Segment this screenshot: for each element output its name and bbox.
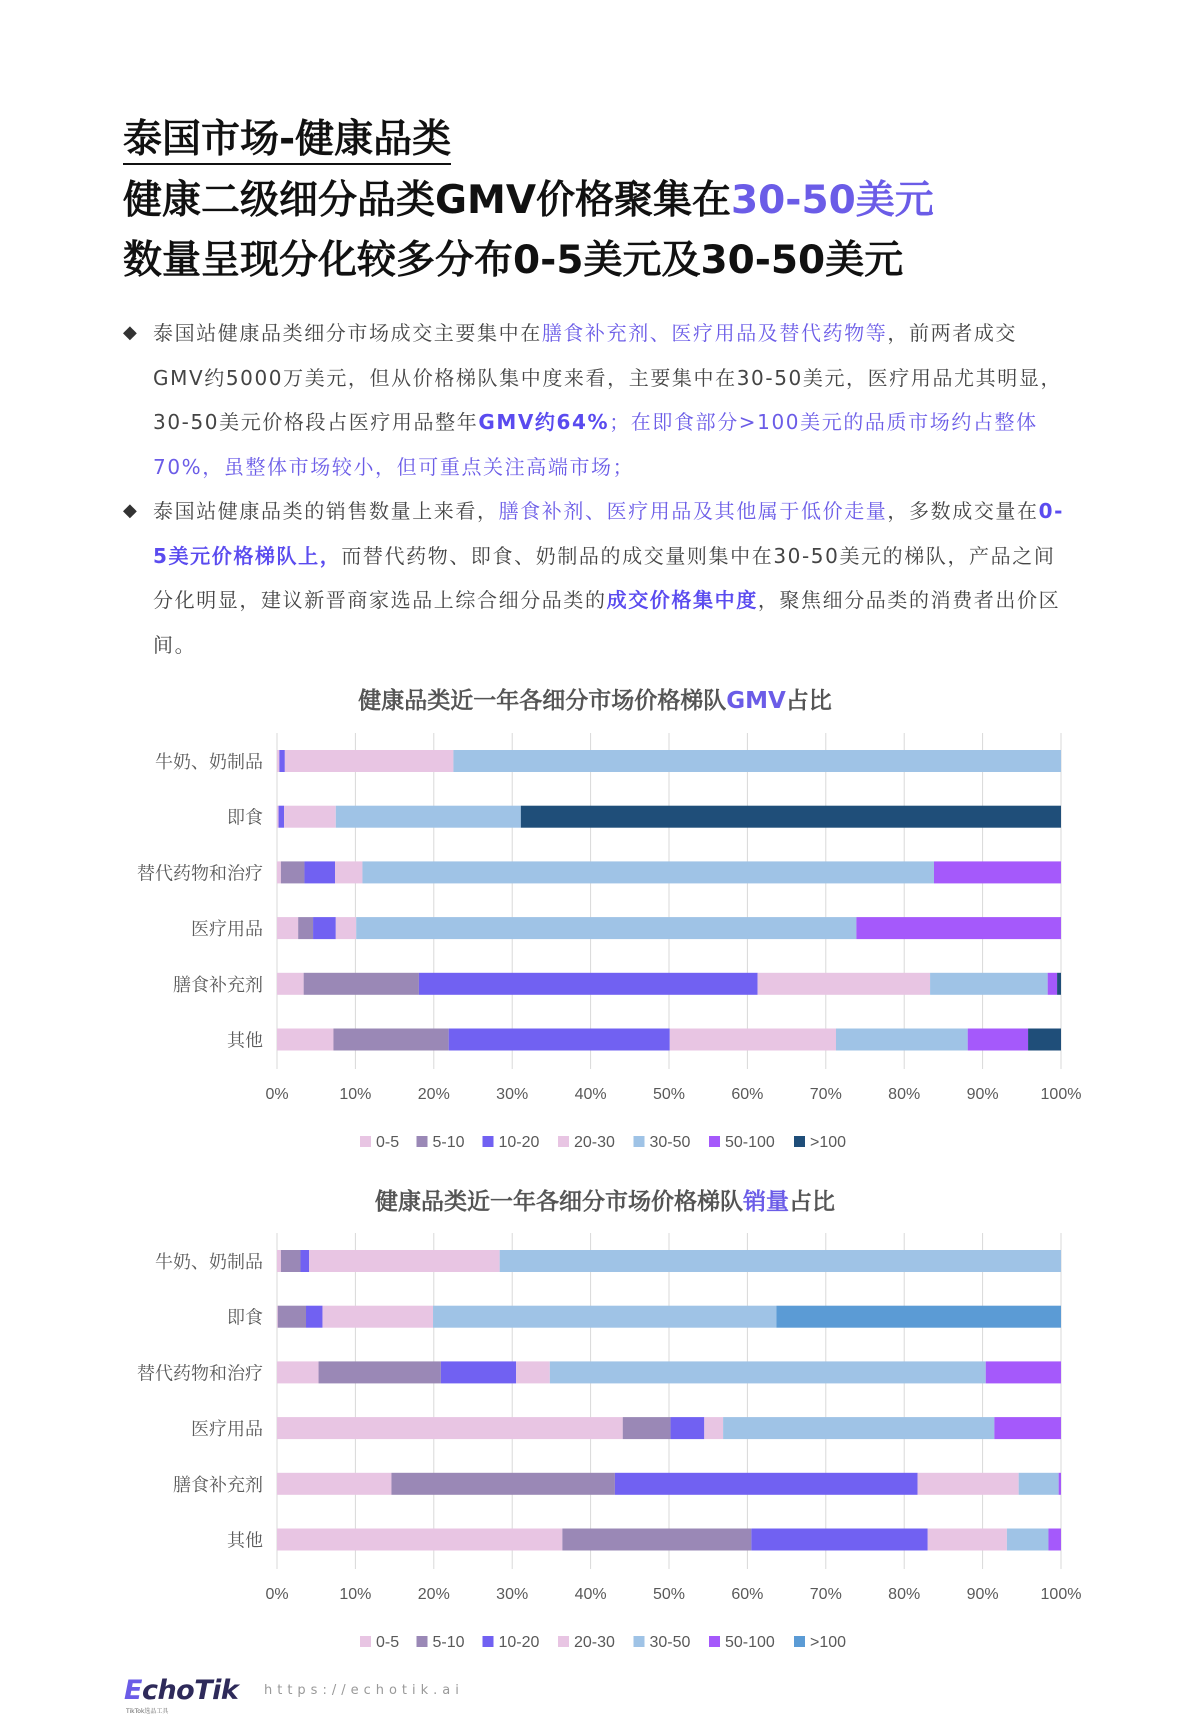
- x-tick-label: 10%: [339, 1586, 372, 1603]
- legend-swatch: [558, 1136, 569, 1147]
- legend-swatch: [634, 1636, 645, 1647]
- bar-segment-50-100: [1048, 1529, 1061, 1551]
- x-tick-label: 100%: [1040, 1086, 1082, 1103]
- bar-segment-10-20: [279, 806, 284, 828]
- bar-segment-10-20: [301, 1250, 310, 1272]
- bar-segment-30-50: [453, 750, 1061, 772]
- bar-segment-10-20: [449, 1029, 670, 1051]
- bar-segment-5-10: [333, 1029, 448, 1051]
- sales-share-chart: [0, 1220, 1200, 1690]
- bar-segment-5-10: [562, 1529, 751, 1551]
- legend-swatch: [360, 1136, 371, 1147]
- legend-label: >100: [810, 1634, 847, 1651]
- bar-segment-30-50: [500, 1250, 1061, 1272]
- bar-segment-5-10: [298, 917, 313, 939]
- x-tick-label: 50%: [652, 1586, 686, 1603]
- bar-segment-10-20: [304, 861, 335, 883]
- legend-label: >100: [810, 1134, 847, 1151]
- x-tick-label: 20%: [417, 1086, 450, 1103]
- bar-segment-20-30: [928, 1529, 1007, 1551]
- highlight-text: 膳食补充剂、医疗用品及替代药物等: [541, 321, 888, 345]
- bar-segment-0-5: [277, 1529, 562, 1551]
- legend-swatch: [709, 1636, 720, 1647]
- bar-segment-5-10: [391, 1473, 614, 1495]
- bar-segment-5-10: [281, 861, 305, 883]
- bar-segment-20-30: [670, 1029, 836, 1051]
- bar-segment-20-30: [284, 806, 336, 828]
- category-label: 即食: [227, 807, 263, 829]
- chart-title-accent: 销量: [743, 1189, 789, 1215]
- category-label: 替代药物和治疗: [137, 863, 263, 885]
- category-label: 牛奶、奶制品: [155, 752, 263, 773]
- headline-gmv-highlight: 30-50美元: [731, 178, 934, 223]
- category-label: 其他: [227, 1030, 263, 1052]
- bar-segment-0-5: [277, 861, 281, 883]
- x-tick-label: 20%: [417, 1586, 450, 1603]
- legend-label: 50-100: [725, 1134, 775, 1151]
- x-tick-label: 0%: [265, 1086, 289, 1103]
- bar-segment-5-10: [281, 1250, 301, 1272]
- highlight-text: ；在即食部分>100美元的品质市场约占整体70%，虽整体市场较小，但可重点关注高端市场；: [153, 410, 1038, 479]
- chart-title-sales: [5, 1183, 1200, 1216]
- bar-segment-20-30: [336, 917, 356, 939]
- category-label: 膳食补充剂: [173, 974, 263, 996]
- bar-segment-10-20: [615, 1473, 918, 1495]
- body-text: 泰国站健康品类的销售数量上来看，: [153, 499, 499, 523]
- legend-swatch: [360, 1636, 371, 1647]
- legend-swatch: [483, 1636, 494, 1647]
- category-label: 其他: [227, 1530, 263, 1552]
- footer-url: https://echotik.ai: [264, 1683, 464, 1698]
- category-label: 即食: [227, 1307, 263, 1329]
- chart-title-prefix: 健康品类近一年各细分市场价格梯队: [358, 688, 727, 714]
- legend-swatch: [483, 1136, 494, 1147]
- bar-segment-50-100: [994, 1417, 1061, 1439]
- legend-label: 10-20: [498, 1634, 540, 1651]
- legend-swatch: [794, 1136, 805, 1147]
- bar-segment-30-50: [930, 973, 1048, 995]
- bar-segment-10-20: [671, 1417, 705, 1439]
- bar-segment-10-20: [279, 750, 284, 772]
- legend-swatch: [417, 1636, 428, 1647]
- bar-segment-50-100: [1048, 973, 1057, 995]
- legend-swatch: [794, 1636, 805, 1647]
- bullet-paragraph-1: [123, 311, 1068, 489]
- legend-label: 20-30: [574, 1634, 615, 1651]
- logo-e: E: [124, 1675, 142, 1706]
- bar-segment-5-10: [319, 1361, 441, 1383]
- legend-label: 0-5: [376, 1634, 400, 1651]
- legend-label: 5-10: [432, 1134, 465, 1151]
- bar-segment-20-30: [758, 973, 930, 995]
- bar-segment-20-30: [322, 1306, 433, 1328]
- body-text: 泰国站健康品类细分市场成交主要集中在: [153, 321, 542, 345]
- body-text: ，聚焦细分品类的消费者出价区间。: [153, 588, 1061, 657]
- bar-segment-30-50: [723, 1417, 994, 1439]
- x-tick-label: 70%: [809, 1586, 842, 1603]
- legend-swatch: [634, 1136, 645, 1147]
- category-label: 医疗用品: [191, 919, 263, 941]
- x-tick-label: 70%: [809, 1086, 842, 1103]
- bar-segment-0-5: [277, 1306, 278, 1328]
- logo-rest: choTik: [141, 1675, 239, 1706]
- bar-segment-20-30: [309, 1250, 500, 1272]
- bar-segment-10-20: [441, 1361, 516, 1383]
- x-tick-label: 40%: [574, 1086, 607, 1103]
- bar-segment-0-5: [277, 750, 279, 772]
- legend-label: 10-20: [498, 1134, 540, 1151]
- chart-title-suffix: 占比: [789, 1189, 835, 1215]
- bar-segment-10-20: [306, 1306, 322, 1328]
- headline-quantity: 数量呈现分化较多分布0-5美元及30-50美元: [123, 238, 904, 283]
- bar-segment-20-30: [918, 1473, 1019, 1495]
- bar-segment-30-50: [433, 1306, 776, 1328]
- bar-segment->100: [521, 806, 1061, 828]
- body-text: 而替代药物、即食、奶制品的成交量则集中在30-50美元的梯队，产品之间分化明显，建议新晋商家选品上综合细分品类的: [153, 543, 1056, 612]
- x-tick-label: 100%: [1040, 1586, 1082, 1603]
- x-tick-label: 40%: [574, 1586, 607, 1603]
- bar-segment-0-5: [277, 973, 304, 995]
- x-tick-label: 10%: [339, 1086, 372, 1103]
- bar-segment-5-10: [304, 973, 419, 995]
- bar-segment-0-5: [277, 1361, 319, 1383]
- highlight-text: 膳食补剂、医疗用品及其他属于低价走量: [498, 499, 888, 523]
- bar-segment->100: [1028, 1029, 1061, 1051]
- highlight-text: GMV约64%: [478, 410, 610, 434]
- bar-segment-30-50: [1019, 1473, 1059, 1495]
- paragraph-text: [123, 489, 1068, 667]
- legend-label: 30-50: [649, 1634, 691, 1651]
- bar-segment-5-10: [623, 1417, 671, 1439]
- chart-title-gmv: [0, 682, 1195, 715]
- gmv-share-chart: [0, 720, 1200, 1190]
- bar-segment-30-50: [836, 1029, 968, 1051]
- bar-segment-0-5: [277, 1417, 623, 1439]
- bar-segment-10-20: [419, 973, 758, 995]
- x-tick-label: 60%: [731, 1586, 764, 1603]
- bar-segment-30-50: [550, 1361, 986, 1383]
- category-label: 牛奶、奶制品: [155, 1252, 263, 1273]
- bar-segment-30-50: [336, 806, 521, 828]
- bar-segment-20-30: [704, 1417, 723, 1439]
- x-tick-label: 30%: [496, 1086, 529, 1103]
- chart-title-suffix: 占比: [785, 688, 832, 714]
- bar-segment->100: [776, 1306, 1061, 1328]
- bar-segment-0-5: [277, 1250, 281, 1272]
- chart-title-accent: GMV: [726, 688, 786, 714]
- bar-segment-30-50: [356, 917, 856, 939]
- legend-label: 0-5: [376, 1134, 400, 1151]
- bar-segment-50-100: [856, 917, 1061, 939]
- x-tick-label: 60%: [731, 1086, 764, 1103]
- legend-swatch: [417, 1136, 428, 1147]
- logo-subtitle: TikTok选品工具: [126, 1708, 169, 1715]
- bullet-paragraph-2: [123, 489, 1068, 667]
- highlight-text: 0-5美元价格梯队上，: [153, 499, 1065, 568]
- legend-label: 20-30: [574, 1134, 615, 1151]
- legend-label: 50-100: [725, 1634, 775, 1651]
- bar-segment-0-5: [277, 806, 279, 828]
- bar-segment-50-100: [968, 1029, 1028, 1051]
- x-tick-label: 0%: [265, 1586, 289, 1603]
- bar-segment-30-50: [1007, 1529, 1049, 1551]
- bar-segment->100: [1057, 973, 1061, 995]
- bar-segment-30-50: [362, 861, 934, 883]
- chart-title-prefix: 健康品类近一年各细分市场价格梯队: [375, 1189, 743, 1215]
- diamond-bullet-icon: ◆: [123, 500, 139, 521]
- legend-label: 5-10: [432, 1634, 465, 1651]
- x-tick-label: 80%: [888, 1086, 921, 1103]
- category-label: 膳食补充剂: [173, 1474, 263, 1496]
- category-label: 替代药物和治疗: [137, 1363, 263, 1385]
- x-tick-label: 90%: [966, 1086, 999, 1103]
- bar-segment-10-20: [751, 1529, 927, 1551]
- bar-segment-0-5: [277, 917, 298, 939]
- x-tick-label: 80%: [888, 1586, 921, 1603]
- bar-segment-20-30: [285, 750, 454, 772]
- category-label: 医疗用品: [191, 1419, 263, 1441]
- headline-gmv-text: 健康二级细分品类GMV价格聚集在: [123, 178, 732, 223]
- bar-segment-20-30: [335, 861, 362, 883]
- headline-gmv: [123, 177, 934, 225]
- diamond-bullet-icon: ◆: [123, 322, 139, 343]
- paragraph-text: [123, 311, 1068, 489]
- highlight-text: 成交价格集中度: [606, 588, 758, 612]
- x-tick-label: 50%: [652, 1086, 686, 1103]
- bar-segment-10-20: [313, 917, 336, 939]
- bar-segment-50-100: [1059, 1473, 1061, 1495]
- section-title: 泰国市场-健康品类: [123, 117, 451, 165]
- legend-swatch: [709, 1136, 720, 1147]
- legend-swatch: [558, 1636, 569, 1647]
- bar-segment-0-5: [277, 1473, 391, 1495]
- body-text: ，前两者成交GMV约5000万美元，但从价格梯队集中度来看，主要集中在30-50美元，医疗用品尤其明显，30-50美元价格段占医疗用品整年: [153, 321, 1063, 434]
- bar-segment-50-100: [986, 1361, 1061, 1383]
- legend-label: 30-50: [649, 1134, 691, 1151]
- body-text: ，多数成交量在: [887, 499, 1039, 523]
- bar-segment-50-100: [934, 861, 1061, 883]
- echotik-logo: [124, 1675, 238, 1706]
- bar-segment-20-30: [516, 1361, 550, 1383]
- bar-segment-0-5: [277, 1029, 333, 1051]
- x-tick-label: 30%: [496, 1586, 529, 1603]
- x-tick-label: 90%: [966, 1586, 999, 1603]
- bar-segment-5-10: [278, 1306, 306, 1328]
